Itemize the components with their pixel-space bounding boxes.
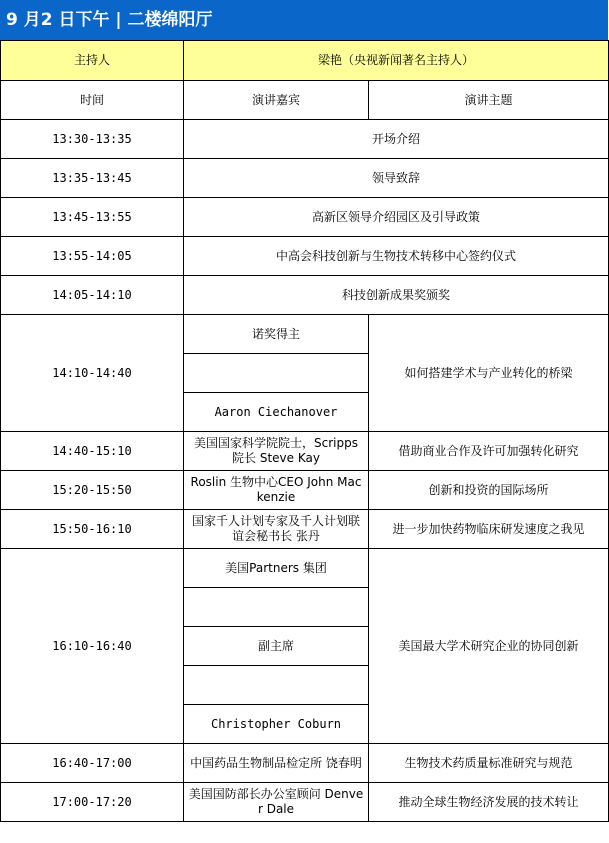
column-header-row xyxy=(1,81,609,120)
topic-cell: 推动全球生物经济发展的技术转让 xyxy=(369,783,609,822)
session-title: 9 月2 日下午 | 二楼绵阳厅 xyxy=(6,10,213,30)
speaker-cell xyxy=(184,354,369,393)
time-cell: 13:55-14:05 xyxy=(1,237,184,276)
schedule-table xyxy=(0,40,609,822)
time-cell: 13:35-13:45 xyxy=(1,159,184,198)
topic-cell: 美国最大学术研究企业的协同创新 xyxy=(369,549,609,744)
host-row xyxy=(1,41,609,81)
topic-cell: 进一步加快药物临床研发速度之我见 xyxy=(369,510,609,549)
time-cell: 17:00-17:20 xyxy=(1,783,184,822)
speaker-cell xyxy=(184,588,369,627)
time-cell: 13:45-13:55 xyxy=(1,198,184,237)
talk-row xyxy=(1,432,609,471)
speaker-cell: 美国Partners 集团 xyxy=(184,549,369,588)
topic-cell: 生物技术药质量标准研究与规范 xyxy=(369,744,609,783)
speaker-cell: Aaron Ciechanover xyxy=(184,393,369,432)
speaker-cell xyxy=(184,666,369,705)
host-name: 梁艳（央视新闻著名主持人） xyxy=(184,41,609,81)
talk-row xyxy=(1,783,609,822)
schedule-row xyxy=(1,276,609,315)
time-cell: 14:40-15:10 xyxy=(1,432,184,471)
talk-row xyxy=(1,510,609,549)
schedule-row xyxy=(1,120,609,159)
time-cell: 14:05-14:10 xyxy=(1,276,184,315)
topic-cell: 借助商业合作及许可加强转化研究 xyxy=(369,432,609,471)
speaker-cell: 中国药品生物制品检定所 饶春明 xyxy=(184,744,369,783)
schedule-row xyxy=(1,159,609,198)
topic-cell: 如何搭建学术与产业转化的桥梁 xyxy=(369,315,609,432)
event-cell: 中高会科技创新与生物技术转移中心签约仪式 xyxy=(184,237,609,276)
time-cell: 15:50-16:10 xyxy=(1,510,184,549)
time-cell: 14:10-14:40 xyxy=(1,315,184,432)
time-cell: 16:40-17:00 xyxy=(1,744,184,783)
column-header-topic: 演讲主题 xyxy=(369,81,609,120)
talk-row xyxy=(1,471,609,510)
speaker-cell: 诺奖得主 xyxy=(184,315,369,354)
time-cell: 16:10-16:40 xyxy=(1,549,184,744)
speaker-cell: 美国国家科学院院士，Scripps 院长 Steve Kay xyxy=(184,432,369,471)
speaker-cell: 美国国防部长办公室顾问 Denver Dale xyxy=(184,783,369,822)
speaker-cell: 国家千人计划专家及千人计划联谊会秘书长 张丹 xyxy=(184,510,369,549)
panel-row xyxy=(1,315,609,354)
schedule-row xyxy=(1,198,609,237)
host-label: 主持人 xyxy=(1,41,184,81)
event-cell: 领导致辞 xyxy=(184,159,609,198)
schedule-row xyxy=(1,237,609,276)
speaker-cell: 副主席 xyxy=(184,627,369,666)
panel-row xyxy=(1,549,609,588)
event-cell: 开场介绍 xyxy=(184,120,609,159)
column-header-time: 时间 xyxy=(1,81,184,120)
event-cell: 高新区领导介绍园区及引导政策 xyxy=(184,198,609,237)
talk-row xyxy=(1,744,609,783)
topic-cell: 创新和投资的国际场所 xyxy=(369,471,609,510)
time-cell: 15:20-15:50 xyxy=(1,471,184,510)
speaker-cell: Roslin 生物中心CEO John Mackenzie xyxy=(184,471,369,510)
column-header-speaker: 演讲嘉宾 xyxy=(184,81,369,120)
session-header xyxy=(0,0,608,40)
time-cell: 13:30-13:35 xyxy=(1,120,184,159)
event-cell: 科技创新成果奖颁奖 xyxy=(184,276,609,315)
speaker-cell: Christopher Coburn xyxy=(184,705,369,744)
